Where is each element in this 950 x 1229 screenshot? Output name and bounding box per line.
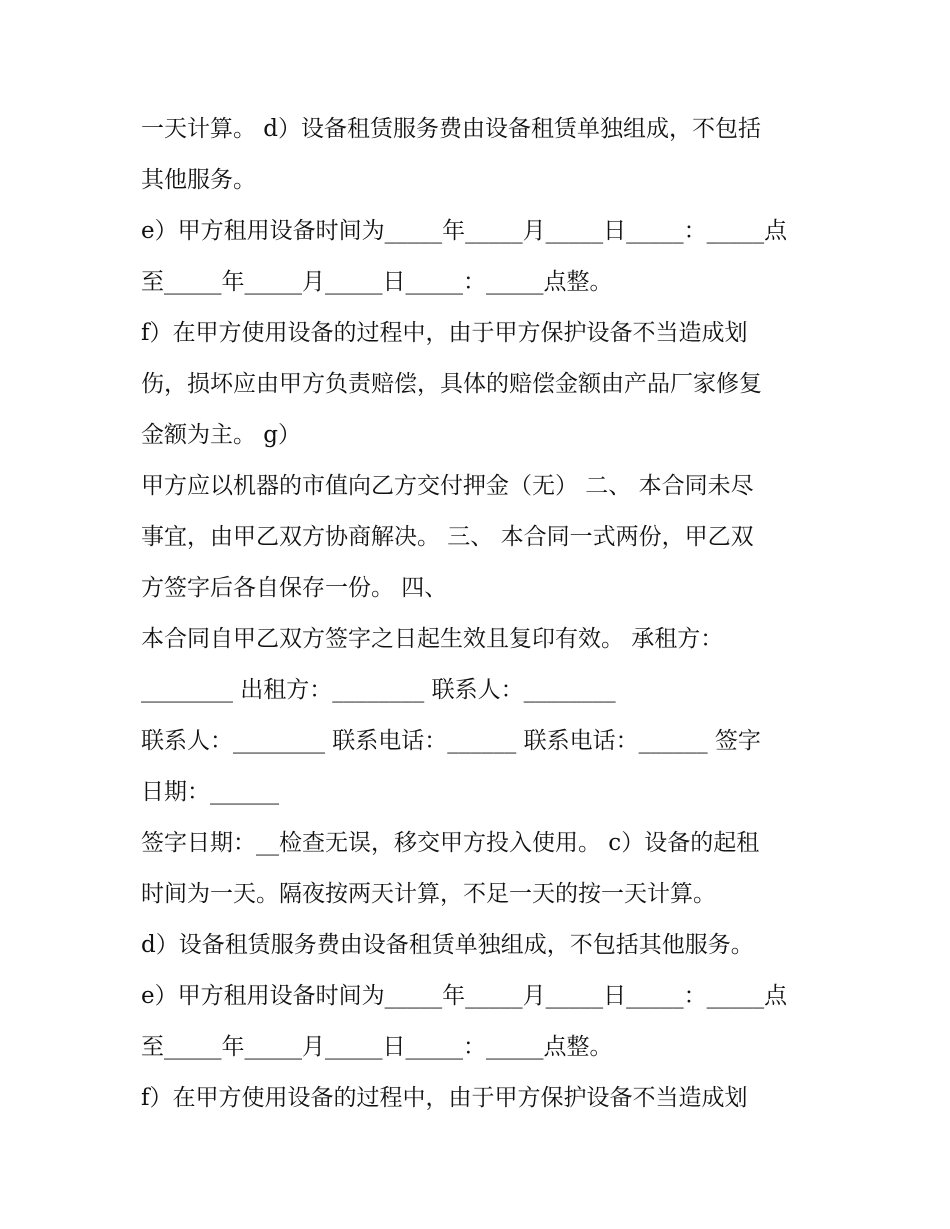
contract-text [141,104,821,1124]
text-line: d）设备租赁服务费由设备租赁单独组成，不包括其他服务。 [141,932,754,958]
text-line: e）甲方租用设备时间为_____年_____月_____日_____：_____点 [141,218,788,244]
text-line: 伤，损坏应由甲方负责赔偿，具体的赔偿金额由产品厂家修复 [141,371,762,397]
text-line: 其他服务。 [141,167,256,193]
text-line: 一天计算。 d）设备租赁服务费由设备租赁单独组成，不包括 [141,116,762,142]
text-line: f）在甲方使用设备的过程中，由于甲方保护设备不当造成划 [141,320,748,346]
text-line: 日期：______ [141,779,279,805]
text-line: ________ 出租方：________ 联系人：________ [141,677,616,703]
text-line: 联系人：________ 联系电话：______ 联系电话：______ 签字 [141,728,761,754]
text-line: 甲方应以机器的市值向乙方交付押金（无） 二、 本合同未尽 [141,473,754,499]
text-line: 至_____年_____月_____日_____：_____点整。 [141,269,613,295]
text-line: 至_____年_____月_____日_____：_____点整。 [141,1034,613,1060]
text-line: 签字日期：__检查无误，移交甲方投入使用。 c）设备的起租 [141,830,760,856]
text-line: 方签字后各自保存一份。 四、 [141,575,448,601]
text-line: 时间为一天。隔夜按两天计算，不足一天的按一天计算。 [141,881,716,907]
text-line: 事宜，由甲乙双方协商解决。 三、 本合同一式两份，甲乙双 [141,524,754,550]
text-line: 本合同自甲乙双方签字之日起生效且复印有效。 承租方： [141,626,724,652]
text-line: f）在甲方使用设备的过程中，由于甲方保护设备不当造成划 [141,1085,748,1111]
text-line: 金额为主。 g） [141,422,302,448]
text-line: e）甲方租用设备时间为_____年_____月_____日_____：_____点 [141,983,788,1009]
